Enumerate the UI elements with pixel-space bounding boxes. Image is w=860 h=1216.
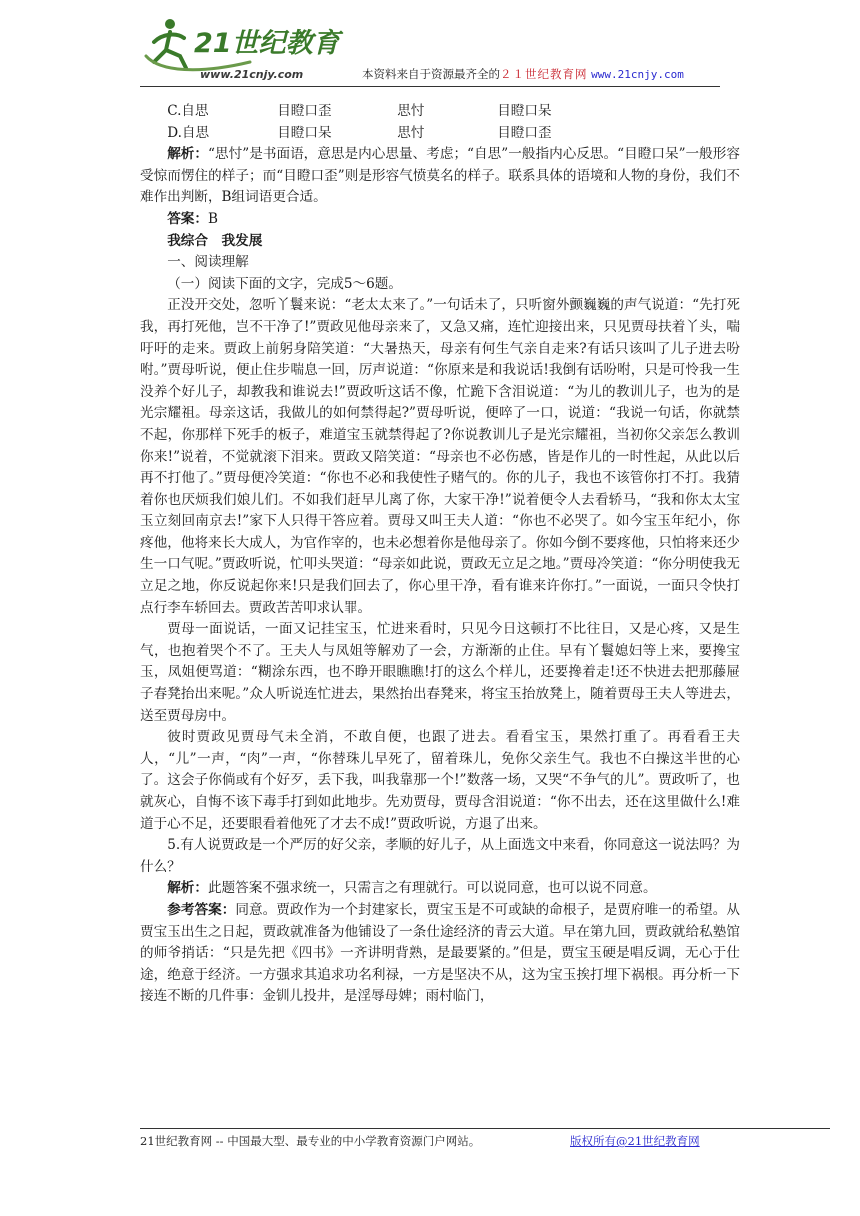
option-d bbox=[140, 123, 740, 145]
option-c-2: 目瞪口歪 bbox=[277, 103, 332, 119]
footer-text: 21世纪教育网 -- 中国最大型、最专业的中小学教育资源门户网站。 bbox=[140, 1134, 481, 1148]
page-footer bbox=[140, 1133, 700, 1149]
logo-url: www.21cnjy.com bbox=[200, 68, 304, 81]
analysis-label-2: 解析： bbox=[167, 880, 208, 897]
passage-intro: （一）阅读下面的文字，完成5～6题。 bbox=[167, 275, 402, 292]
option-c-3: 思忖 bbox=[397, 103, 425, 119]
site-logo[interactable] bbox=[140, 12, 350, 82]
header-note-site: ２１世纪教育网 bbox=[500, 67, 588, 81]
answer-line bbox=[140, 209, 740, 231]
option-d-1: D.自思 bbox=[167, 124, 210, 141]
passage-paragraph-1: 正没开交处，忽听丫鬟来说：“老太太来了。”一句话未了，只听窗外颤巍巍的声气说道：“先打死我，再打死他，岂不干净了!”贾政见他母亲来了，又急又痛，连忙迎接出来，只见贾母扶着丫头，喘吁吁的走来。贾政上前躬身陪笑道：“大暑热天，母亲有何生气亲自走来?有话只该叫了儿子进去吩咐。”贾母听说，便止住步喘息一回，厉声说道：“你原来是和我说话!我倒有话吩咐，只是可怜我一生没养个好儿子，却教我和谁说去!”贾政听这话不像，忙跪下含泪说道：“为儿的教训儿子，也为的是光宗耀祖。母亲这话，我做儿的如何禁得起?”贾母听说，便啐了一口，说道：“我说一句话，你就禁不起，你那样下死手的板子，难道宝玉就禁得起了?你说教训儿子是光宗耀祖，当初你父亲怎么教训你来!”说着，不觉就滚下泪来。贾政又陪笑道：“母亲也不必伤感，皆是作儿的一时性起，从此以后再不打他了。”贾母便冷笑道：“你也不必和我使性子赌气的。你的儿子，我也不该管你打不打。我猜着你也厌烦我们娘儿们。不如我们赶早儿离了你，大家干净!”说着便令人去看轿马，“我和你太太宝玉立刻回南京去!”家下人只得干答应着。贾母又叫王夫人道：“你也不必哭了。如今宝玉年纪小，你疼他，他将来长大成人，为官作宰的，也未必想着你是他母亲了。你如今倒不要疼他，只怕将来还少生一口气呢。”贾政听说，忙叩头哭道：“母亲如此说，贾政无立足之地。”贾母冷笑道：“你分明使我无立足之地，你反说起你来!只是我们回去了，你心里干净，看有谁来许你打。”一面说，一面只令快打点行李车轿回去。贾政苦苦叩求认罪。 bbox=[140, 297, 740, 616]
answer-value: B bbox=[207, 210, 218, 227]
option-d-2: 目瞪口呆 bbox=[277, 124, 332, 141]
answer-label: 答案： bbox=[167, 210, 208, 227]
section-title: 我综合 我发展 bbox=[167, 232, 263, 249]
option-d-3: 思忖 bbox=[397, 124, 425, 141]
header-note-prefix: 本资料来自于资源最齐全的 bbox=[362, 67, 500, 81]
option-c-1: C.自思 bbox=[167, 103, 209, 119]
document-body bbox=[140, 101, 740, 1008]
option-c-4: 目瞪口呆 bbox=[497, 103, 552, 119]
analysis-paragraph-2 bbox=[140, 878, 740, 900]
logo-wordmark: 21世纪教育 bbox=[194, 28, 340, 59]
passage-paragraph-2: 贾母一面说话，一面又记挂宝玉，忙进来看时，只见今日这顿打不比往日，又是心疼，又是生气，也抱着哭个不了。王夫人与凤姐等解劝了一会，方渐渐的止住。早有丫鬟媳妇等上来，要搀宝玉，凤姐便骂道：“糊涂东西，也不睁开眼瞧瞧!打的这么个样儿，还要搀着走!还不快进去把那藤屉子春凳抬出来呢。”众人听说连忙进去，果然抬出春凳来，将宝玉抬放凳上，随着贾母王夫人等进去，送至贾母房中。 bbox=[140, 621, 740, 724]
page-header bbox=[140, 8, 720, 88]
option-c bbox=[140, 101, 740, 123]
analysis-paragraph-1 bbox=[140, 144, 740, 209]
passage-paragraph-3: 彼时贾政见贾母气未全消，不敢自便，也跟了进去。看看宝玉，果然打重了。再看看王夫人，“儿”一声，“肉”一声，“你替珠儿早死了，留着珠儿，免你父亲生气。我也不白操这半世的心了。这会子你倘或有个好歹，丢下我，叫我靠那一个!”数落一场，又哭“不争气的儿”。贾政听了，也就灰心，自悔不该下毒手打到如此地步。先劝贾母，贾母含泪说道：“你不出去，还在这里做什么!难道于心不足，还要眼看着他死了才去不成!”贾政听说，方退了出来。 bbox=[140, 729, 740, 832]
reference-answer bbox=[140, 900, 740, 1008]
header-divider bbox=[140, 86, 720, 87]
reference-answer-label: 参考答案： bbox=[167, 901, 236, 918]
footer-copyright-link[interactable]: 版权所有@21世纪教育网 bbox=[570, 1134, 700, 1148]
footer-divider bbox=[140, 1128, 830, 1129]
header-source-note bbox=[362, 66, 684, 82]
question-5: 5.有人说贾政是一个严厉的好父亲，孝顺的好儿子，从上面选文中来看，你同意这一说法吗？为什么？ bbox=[140, 837, 740, 875]
analysis-text: “思忖”是书面语，意思是内心思量、考虑；“自思”一般指内心反思。“目瞪口呆”一般形容受惊而愣住的样子；而“目瞪口歪”则是形容气愤莫名的样子。联系具体的语境和人物的身份，我们不难作出判断，B组词语更合适。 bbox=[140, 146, 741, 206]
analysis-text-2: 此题答案不强求统一，只需言之有理就行。可以说同意，也可以说不同意。 bbox=[207, 880, 657, 897]
part-title: 一、阅读理解 bbox=[167, 254, 249, 271]
option-d-4: 目瞪口歪 bbox=[497, 124, 552, 141]
header-note-url[interactable]: www.21cnjy.com bbox=[591, 68, 684, 81]
runner-logo-icon bbox=[140, 12, 350, 82]
reference-answer-text: 同意。贾政作为一个封建家长，贾宝玉是不可或缺的命根子，是贾府唯一的希望。从贾宝玉出生之日起，贾政就准备为他铺设了一条仕途经济的青云大道。早在第九回，贾政就给私塾馆的师爷捎话：“只是先把《四书》一齐讲明背熟，是最要紧的。”但是，贾宝玉硬是唱反调，无心于仕途，绝意于经济。一方强求其追求功名利禄，一方是坚决不从，这为宝玉挨打埋下祸根。再分析一下接连不断的几件事：金钏儿投井，是淫辱母婢；雨村临门， bbox=[140, 901, 741, 1005]
analysis-label: 解析： bbox=[167, 146, 209, 163]
